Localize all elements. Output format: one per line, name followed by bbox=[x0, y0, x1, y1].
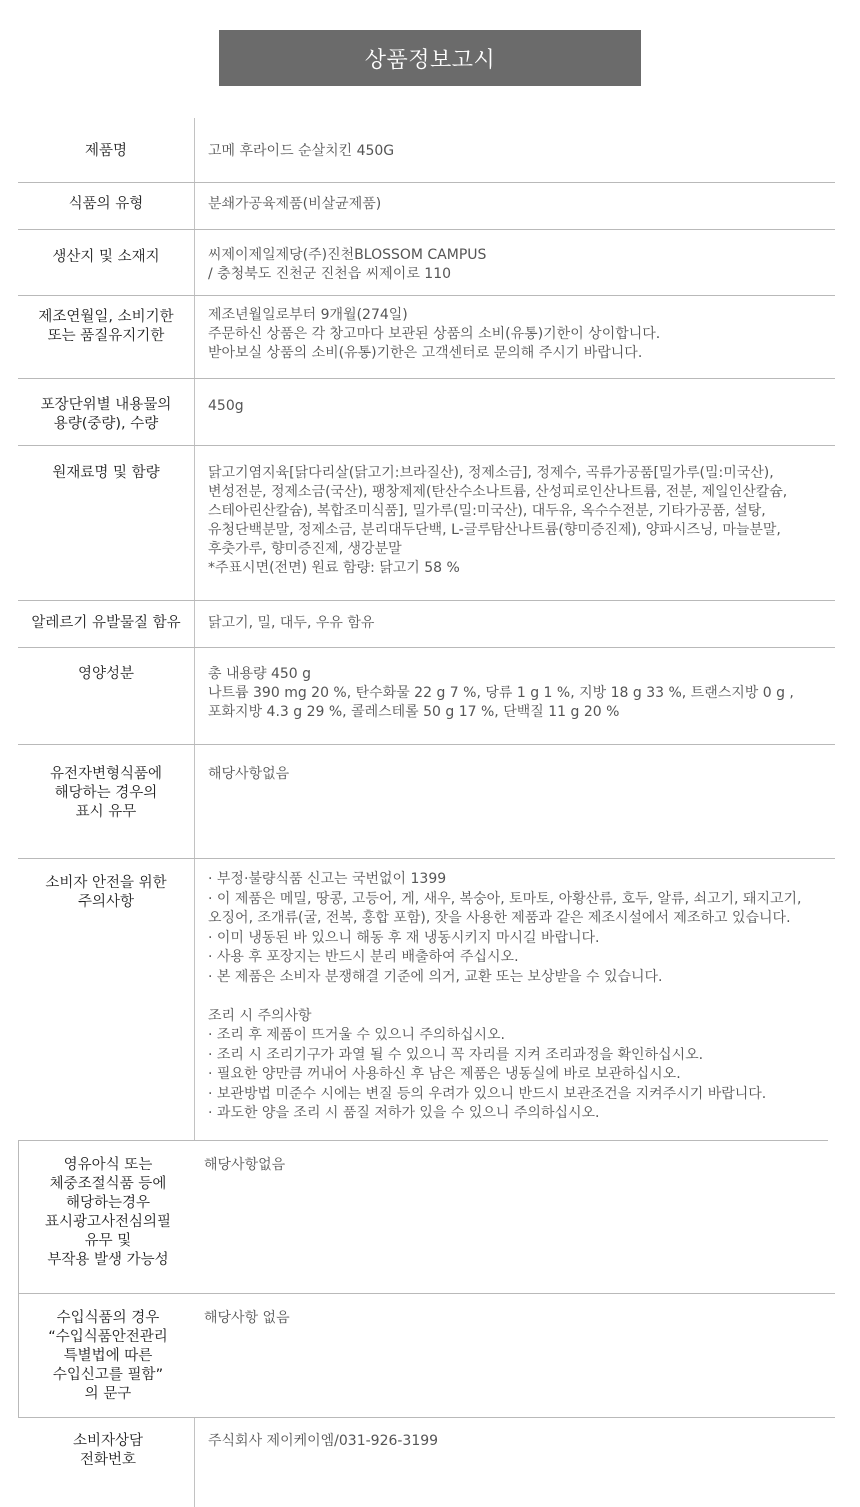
table-row bbox=[18, 1141, 835, 1294]
row-label: 소비자 안전을 위한 주의사항 bbox=[45, 875, 167, 910]
table-row bbox=[18, 296, 835, 379]
row-label: 생산지 및 소재지 bbox=[52, 249, 160, 265]
table-row bbox=[18, 230, 835, 296]
row-value: 분쇄가공육제품(비살균제품) bbox=[208, 196, 382, 212]
row-value: 주식회사 제이케이엠/031-926-3199 bbox=[208, 1433, 439, 1449]
row-label: 소비자상담 전화번호 bbox=[72, 1433, 144, 1468]
page-title: 상품정보고시 bbox=[219, 30, 641, 86]
table-row bbox=[18, 446, 835, 601]
row-value: 닭고기염지육[닭다리살(닭고기:브라질산), 정제소금], 정제수, 곡류가공품[밀가루(밀:미국산), 변성전분, 정제소금(국산), 팽창제제(탄산수소나트륨, 산성피로인산나트륨, 전분, 제일인산칼슘, 스테아린산칼슘), 복합조미식품], 밀가루(밀:미국산), 대두유, 옥수수전분, 기타가공품, 설탕, 유청단백분말, 정제소금, 분리대두단백, L-글루탐산나트륨(향미증진제), 양파시즈닝, 마늘분말, 후춧가루, 향미증진제, 생강분말 *주표시면(전면) 원료 함량: 닭고기 58 % bbox=[208, 465, 788, 576]
row-value: 해당사항 없음 bbox=[204, 1310, 290, 1326]
row-label: 식품의 유형 bbox=[68, 196, 144, 212]
row-label: 수입식품의 경우 “수입식품안전관리 특별법에 따른 수입신고를 필함” 의 문구 bbox=[48, 1310, 168, 1402]
row-value: 고메 후라이드 순살치킨 450G bbox=[208, 143, 395, 159]
table-row bbox=[18, 183, 835, 230]
table-row bbox=[18, 648, 835, 745]
row-label: 제조연월일, 소비기한 또는 품질유지기한 bbox=[38, 309, 174, 344]
row-value: 닭고기, 밀, 대두, 우유 함유 bbox=[208, 615, 375, 631]
row-label: 영양성분 bbox=[77, 666, 135, 682]
table-row bbox=[18, 1294, 835, 1418]
table-row bbox=[18, 379, 835, 446]
row-label: 제품명 bbox=[84, 143, 128, 159]
row-label: 포장단위별 내용물의 용량(중량), 수량 bbox=[40, 397, 172, 432]
row-value: 씨제이제일제당(주)진천BLOSSOM CAMPUS / 충청북도 진천군 진천읍 씨제이로 110 bbox=[208, 247, 487, 282]
row-value: 총 내용량 450 g 나트륨 390 mg 20 %, 탄수화물 22 g 7 %, 당류 1 g 1 %, 지방 18 g 33 %, 트랜스지방 0 g , 포화지방 4.3 g 29 %, 콜레스테롤 50 g 17 %, 단백질 11 g 20 % bbox=[208, 666, 794, 720]
row-value: 450g bbox=[208, 398, 244, 414]
row-value: 해당사항없음 bbox=[208, 766, 290, 782]
table-row bbox=[18, 1418, 835, 1507]
row-value: 제조년월일로부터 9개월(274일) 주문하신 상품은 각 창고마다 보관된 상품의 소비(유통)기한이 상이합니다. 받아보실 상품의 소비(유통)기한은 고객센터로 문의해 주시기 바랍니다. bbox=[208, 307, 661, 361]
row-label: 알레르기 유발물질 함유 bbox=[31, 615, 181, 631]
row-label: 영유아식 또는 체중조절식품 등에 해당하는경우 표시광고사전심의필 유무 및 부작용 발생 가능성 bbox=[44, 1157, 172, 1268]
row-label: 유전자변형식품에 해당하는 경우의 표시 유무 bbox=[49, 766, 163, 820]
row-value: 해당사항없음 bbox=[204, 1157, 286, 1173]
table-row bbox=[18, 859, 835, 1140]
row-label: 원재료명 및 함량 bbox=[52, 465, 160, 481]
row-value: · 부정·불량식품 신고는 국번없이 1399 · 이 제품은 메밀, 땅콩, 고등어, 게, 새우, 복숭아, 토마토, 아황산류, 호두, 알류, 쇠고기, 돼지고기, 오징어, 조개류(굴, 전복, 홍합 포함), 잣을 사용한 제품과 같은 제조시설에서 제조하고 있습니다. · 이미 냉동된 바 있으니 해동 후 재 냉동시키지 마시길 바랍니다. · 사용 후 포장지는 반드시 분리 배출하여 주십시오. · 본 제품은 소비자 분쟁해결 기준에 의거, 교환 또는 보상받을 수 있습니다. 조리 시 주의사항 · 조리 후 제품이 뜨거울 수 있으니 주의하십시오. · 조리 시 조리기구가 과열 될 수 있으니 꼭 자리를 지켜 조리과정을 확인하십시오. · 필요한 양만큼 꺼내어 사용하신 후 남은 제품은 냉동실에 바로 보관하십시오. · 보관방법 미준수 시에는 변질 등의 우려가 있으니 반드시 보관조건을 지켜주시기 바랍니다. · 과도한 양을 조리 시 품질 저하가 있을 수 있으니 주의하십시오. bbox=[208, 871, 802, 1121]
table-row bbox=[18, 601, 835, 648]
table-row bbox=[18, 118, 835, 183]
table-row bbox=[18, 745, 835, 859]
